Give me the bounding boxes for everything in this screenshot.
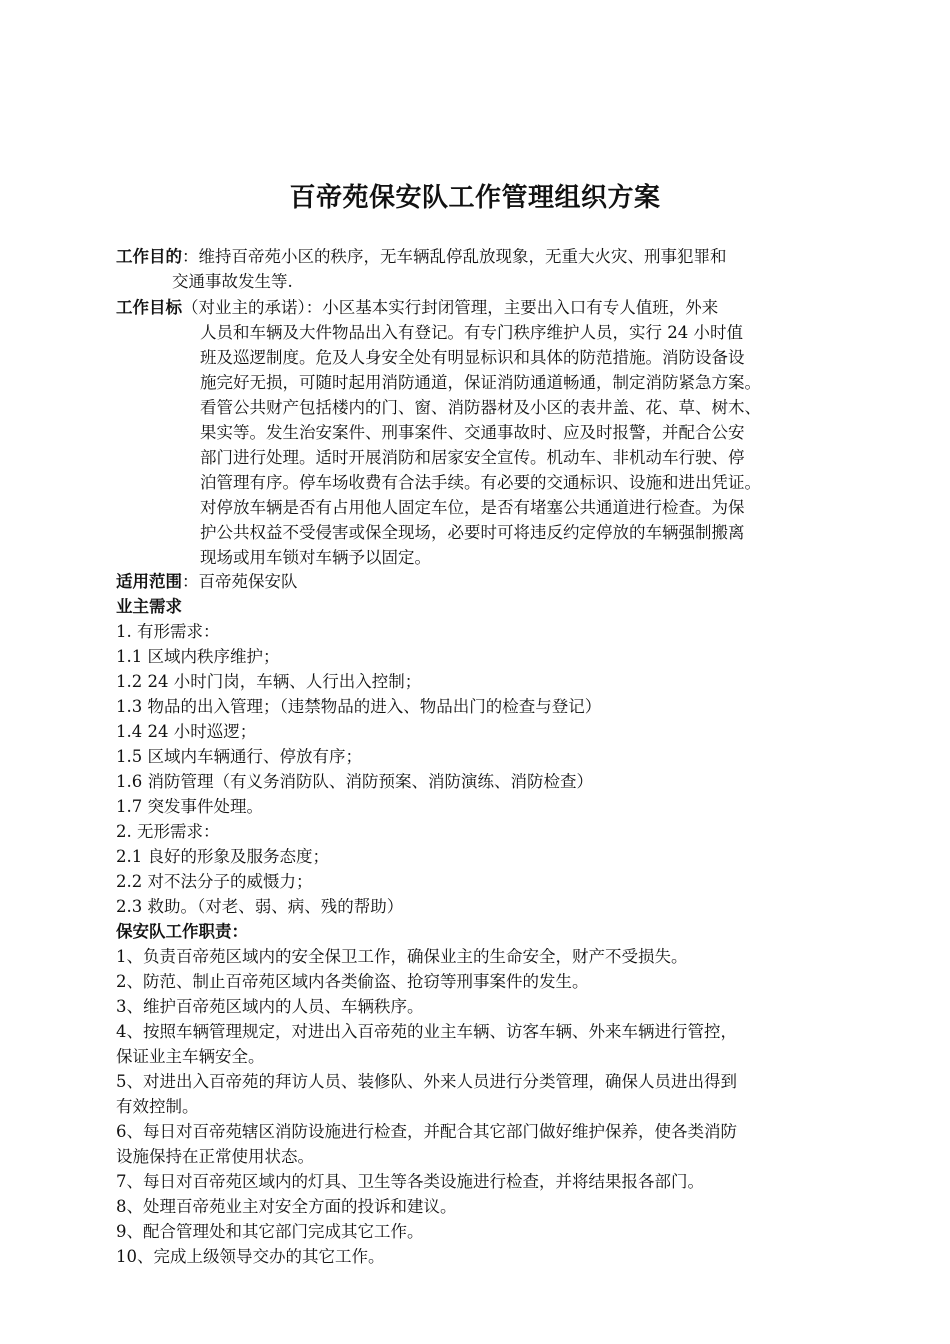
duty-item: 3、维护百帝苑区域内的人员、车辆秩序。 xyxy=(116,997,424,1016)
scope-label: 适用范围 xyxy=(116,572,182,591)
purpose-label: 工作目的 xyxy=(116,247,182,266)
duties-heading: 保安队工作职责： xyxy=(116,922,248,941)
owner-needs-item: 1.2 24 小时门岗，车辆、人行出入控制； xyxy=(116,672,422,691)
goal-text-8: 泊管理有序。停车场收费有合法手续。有必要的交通标识、设施和进出凭证。 xyxy=(200,473,761,492)
duty-item-continued: 设施保持在正常使用状态。 xyxy=(116,1147,314,1166)
owner-needs-item: 1.6 消防管理（有义务消防队、消防预案、消防演练、消防检查） xyxy=(116,772,593,791)
goal-text-6: 果实等。发生治安案件、刑事案件、交通事故时、应及时报警，并配合公安 xyxy=(200,423,745,442)
duty-item: 10、完成上级领导交办的其它工作。 xyxy=(116,1247,385,1266)
duty-item: 5、对进出入百帝苑的拜访人员、装修队、外来人员进行分类管理，确保人员进出得到 xyxy=(116,1072,737,1091)
goal-text-3: 班及巡逻制度。危及人身安全处有明显标识和具体的防范措施。消防设备设 xyxy=(200,348,745,367)
duty-item: 8、处理百帝苑业主对安全方面的投诉和建议。 xyxy=(116,1197,457,1216)
goal-text-11: 现场或用车锁对车辆予以固定。 xyxy=(200,548,431,567)
purpose-text-1: 维持百帝苑小区的秩序，无车辆乱停乱放现象，无重大火灾、刑事犯罪和 xyxy=(198,247,727,266)
owner-needs-item: 1.5 区域内车辆通行、停放有序； xyxy=(116,747,362,766)
owner-needs-item: 1.1 区域内秩序维护； xyxy=(116,647,280,666)
goal-text-1: （对业主的承诺）：小区基本实行封闭管理，主要出入口有专人值班，外来 xyxy=(182,298,719,317)
duty-item: 9、配合管理处和其它部门完成其它工作。 xyxy=(116,1222,424,1241)
purpose-line-1 xyxy=(116,244,836,269)
goal-text-4: 施完好无损，可随时起用消防通道，保证消防通道畅通，制定消防紧急方案。 xyxy=(200,373,761,392)
owner-needs-item: 2.3 救助。（对老、弱、病、残的帮助） xyxy=(116,897,404,916)
goal-text-10: 护公共权益不受侵害或保全现场，必要时可将违反约定停放的车辆强制搬离 xyxy=(200,523,745,542)
scope-line xyxy=(116,569,836,594)
goal-label: 工作目标 xyxy=(116,298,182,317)
goal-text-7: 部门进行处理。适时开展消防和居家安全宣传。机动车、非机动车行驶、停 xyxy=(200,448,745,467)
duty-item: 2、防范、制止百帝苑区域内各类偷盗、抢窃等刑事案件的发生。 xyxy=(116,972,589,991)
owner-needs-item: 2. 无形需求： xyxy=(116,822,220,841)
purpose-section xyxy=(116,244,836,294)
goal-text-5: 看管公共财产包括楼内的门、窗、消防器材及小区的表井盖、花、草、树木、 xyxy=(200,398,761,417)
duty-item: 4、按照车辆管理规定，对进出入百帝苑的业主车辆、访客车辆、外来车辆进行管控， xyxy=(116,1022,737,1041)
purpose-text-2: 交通事故发生等. xyxy=(172,272,293,291)
duty-item: 7、每日对百帝苑区域内的灯具、卫生等各类设施进行检查，并将结果报各部门。 xyxy=(116,1172,704,1191)
goal-text-2: 人员和车辆及大件物品出入有登记。有专门秩序维护人员，实行 24 小时值 xyxy=(200,323,743,342)
owner-needs-section xyxy=(116,594,836,919)
owner-needs-item: 1.7 突发事件处理。 xyxy=(116,797,263,816)
owner-needs-item: 1.4 24 小时巡逻； xyxy=(116,722,257,741)
duty-item-continued: 保证业主车辆安全。 xyxy=(116,1047,265,1066)
owner-needs-item: 2.2 对不法分子的威慑力； xyxy=(116,872,313,891)
owner-needs-item: 1.3 物品的出入管理；（违禁物品的进入、物品出门的检查与登记） xyxy=(116,697,602,716)
scope-section xyxy=(116,569,836,594)
owner-needs-item: 1. 有形需求： xyxy=(116,622,220,641)
goal-line-1 xyxy=(116,295,836,320)
duty-item-continued: 有效控制。 xyxy=(116,1097,199,1116)
owner-needs-item: 2.1 良好的形象及服务态度； xyxy=(116,847,329,866)
duties-section xyxy=(116,919,836,1269)
duty-item: 6、每日对百帝苑辖区消防设施进行检查，并配合其它部门做好维护保养，使各类消防 xyxy=(116,1122,737,1141)
document-title: 百帝苑保安队工作管理组织方案 xyxy=(289,183,661,213)
owner-needs-heading: 业主需求 xyxy=(116,597,182,616)
goal-section xyxy=(116,295,836,570)
scope-value: 百帝苑保安队 xyxy=(198,572,298,591)
duty-item: 1、负责百帝苑区域内的安全保卫工作，确保业主的生命安全，财产不受损失。 xyxy=(116,947,688,966)
scope-colon: ： xyxy=(182,572,199,591)
goal-text-9: 对停放车辆是否有占用他人固定车位，是否有堵塞公共通道进行检查。为保 xyxy=(200,498,745,517)
purpose-colon: ： xyxy=(182,247,199,266)
